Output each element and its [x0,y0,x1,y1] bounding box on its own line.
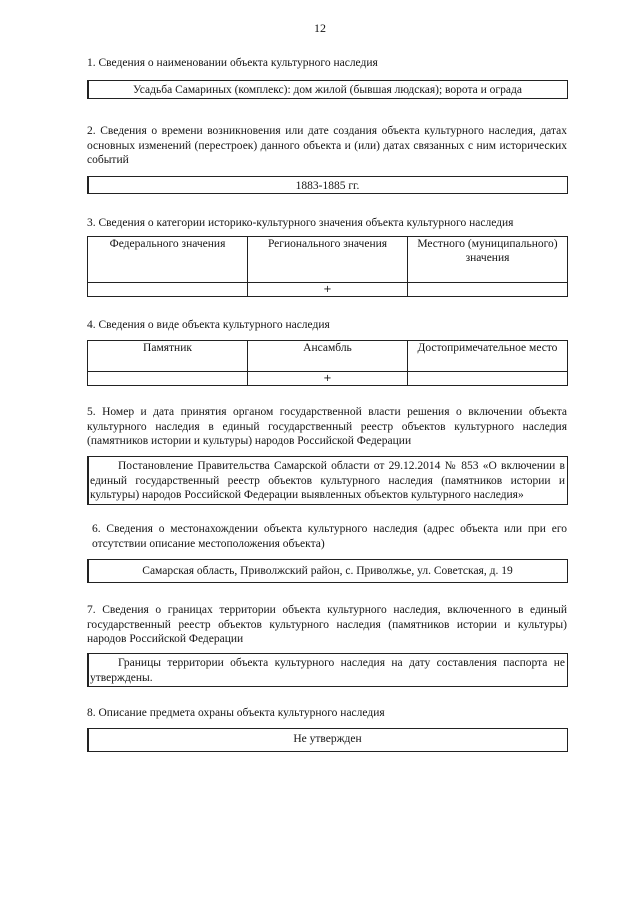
section-4-heading: 4. Сведения о виде объекта культурного наследия [87,319,330,331]
section-1-value-box [87,80,568,99]
section-1-value: Усадьба Самариных (комплекс): дом жилой (бывшая людская); ворота и ограда [133,84,522,96]
category-local-mark [408,283,568,297]
section-6-value-box [87,559,568,583]
category-mark-row [88,283,568,297]
section-8-heading: 8. Описание предмета охраны объекта культурного наследия [87,707,385,719]
section-7-heading: 7. Сведения о границах территории объекта культурного наследия, включенного в единый государственный реестр объектов культурного наследия (памятников истории и культуры) народов Российской Федерации [87,604,567,645]
type-monument: Памятник [88,341,248,372]
section-5-value: Постановление Правительства Самарской области от 29.12.2014 № 853 «О включении в единый государственный реестр объектов культурного наследия (памятников истории и культуры) народов Российской Федерации выявленных объектов культурного наследия» [90,460,565,501]
section-8-value: Не утвержден [293,733,362,745]
category-federal: Федерального значения [88,237,248,283]
category-federal-mark [88,283,248,297]
type-landmark: Достопримечательное место [408,341,568,372]
section-2-value: 1883-1885 гг. [295,180,360,192]
section-5-heading: 5. Номер и дата принятия органом государственной власти решения о включении объекта культурного наследия в единый государственный реестр объектов культурного наследия (памятников истории и культуры) народов Российской Федерации [87,406,567,447]
section-2-value-box [87,176,568,194]
type-ensemble: Ансамбль [248,341,408,372]
section-3-heading: 3. Сведения о категории историко-культурного значения объекта культурного наследия [87,217,514,229]
type-monument-mark [88,372,248,386]
category-header-row [88,237,568,283]
category-table [87,236,568,297]
section-8-value-box [87,728,568,752]
section-6-value: Самарская область, Приволжский район, с. Приволжье, ул. Советская, д. 19 [142,565,513,577]
category-regional: Регионального значения [248,237,408,283]
section-2-heading: 2. Сведения о времени возникновения или дате создания объекта культурного наследия, датах основных изменений (перестроек) данного объекта и (или) датах связанных с ним исторических событий [87,125,567,166]
category-regional-mark: + [248,283,408,297]
category-local: Местного (муниципального) значения [408,237,568,283]
type-landmark-mark [408,372,568,386]
section-5-value-box [87,456,568,505]
section-7-value-box [87,653,568,687]
type-ensemble-mark: + [248,372,408,386]
type-header-row [88,341,568,372]
section-7-value: Границы территории объекта культурного наследия на дату составления паспорта не утверждены. [90,657,565,684]
type-mark-row [88,372,568,386]
type-table [87,340,568,386]
section-6-heading: 6. Сведения о местонахождении объекта культурного наследия (адрес объекта или при его отсутствии описание местоположения объекта) [92,523,567,550]
section-1-heading: 1. Сведения о наименовании объекта культурного наследия [87,57,378,69]
page-number: 12 [314,21,326,35]
